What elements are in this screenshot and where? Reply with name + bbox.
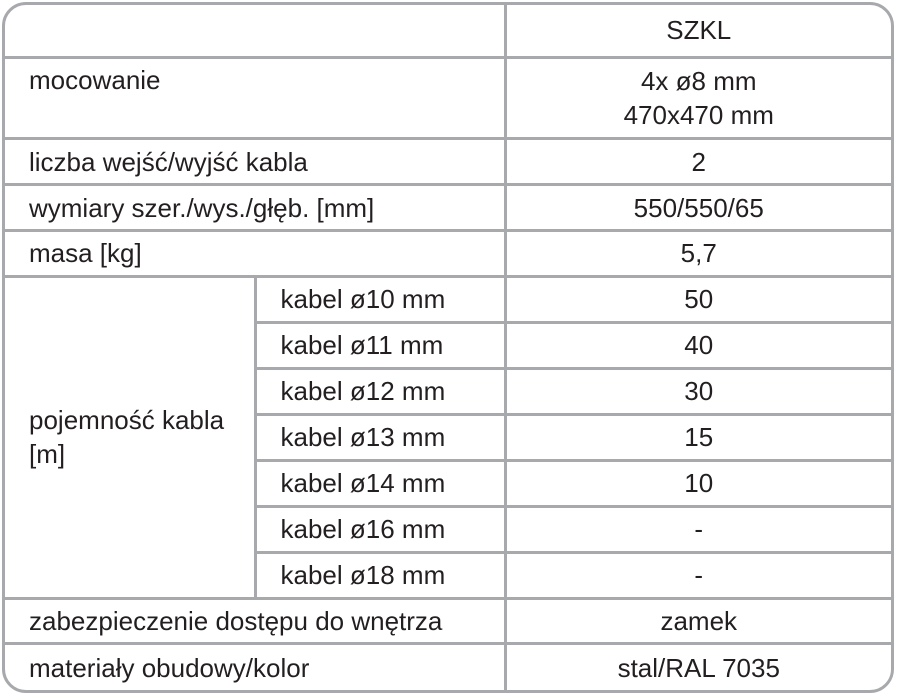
- row-value: 550/550/65: [505, 185, 891, 231]
- capacity-cable: kabel ø10 mm: [255, 276, 505, 322]
- spec-table-frame: [2, 2, 894, 693]
- row-value: 5,7: [505, 231, 891, 277]
- table-row: [5, 231, 891, 277]
- capacity-cable: kabel ø14 mm: [255, 460, 505, 506]
- row-label: mocowanie: [5, 57, 505, 138]
- capacity-row: [5, 276, 891, 322]
- capacity-cable: kabel ø12 mm: [255, 368, 505, 414]
- capacity-label: [5, 276, 255, 598]
- row-label: wymiary szer./wys./głęb. [mm]: [5, 185, 505, 231]
- header-row: [5, 5, 891, 57]
- capacity-cable: kabel ø13 mm: [255, 414, 505, 460]
- table-row: [5, 57, 891, 138]
- capacity-cable: kabel ø16 mm: [255, 506, 505, 552]
- capacity-value: 15: [505, 414, 891, 460]
- row-label: masa [kg]: [5, 231, 505, 277]
- row-label: liczba wejść/wyjść kabla: [5, 139, 505, 185]
- table-row: [5, 598, 891, 644]
- capacity-value: 30: [505, 368, 891, 414]
- header-empty-cell: [5, 5, 505, 57]
- header-product: SZKL: [505, 5, 891, 57]
- row-label: zabezpieczenie dostępu do wnętrza: [5, 598, 505, 644]
- table-row: [5, 644, 891, 690]
- table-row: [5, 139, 891, 185]
- capacity-value: -: [505, 506, 891, 552]
- capacity-value: 50: [505, 276, 891, 322]
- capacity-value: -: [505, 552, 891, 598]
- row-value: stal/RAL 7035: [505, 644, 891, 690]
- capacity-label-line: [m]: [29, 439, 66, 470]
- capacity-value: 10: [505, 460, 891, 506]
- row-label: materiały obudowy/kolor: [5, 644, 505, 690]
- spec-table: [5, 5, 891, 690]
- row-value: [505, 57, 891, 138]
- row-value-line: 4x ø8 mm: [640, 65, 757, 96]
- capacity-label-line: pojemność kabla: [29, 405, 225, 436]
- table-row: [5, 185, 891, 231]
- row-value-line: 470x470 mm: [623, 99, 774, 130]
- capacity-cable: kabel ø18 mm: [255, 552, 505, 598]
- row-value: 2: [505, 139, 891, 185]
- row-value: zamek: [505, 598, 891, 644]
- capacity-value: 40: [505, 322, 891, 368]
- capacity-cable: kabel ø11 mm: [255, 322, 505, 368]
